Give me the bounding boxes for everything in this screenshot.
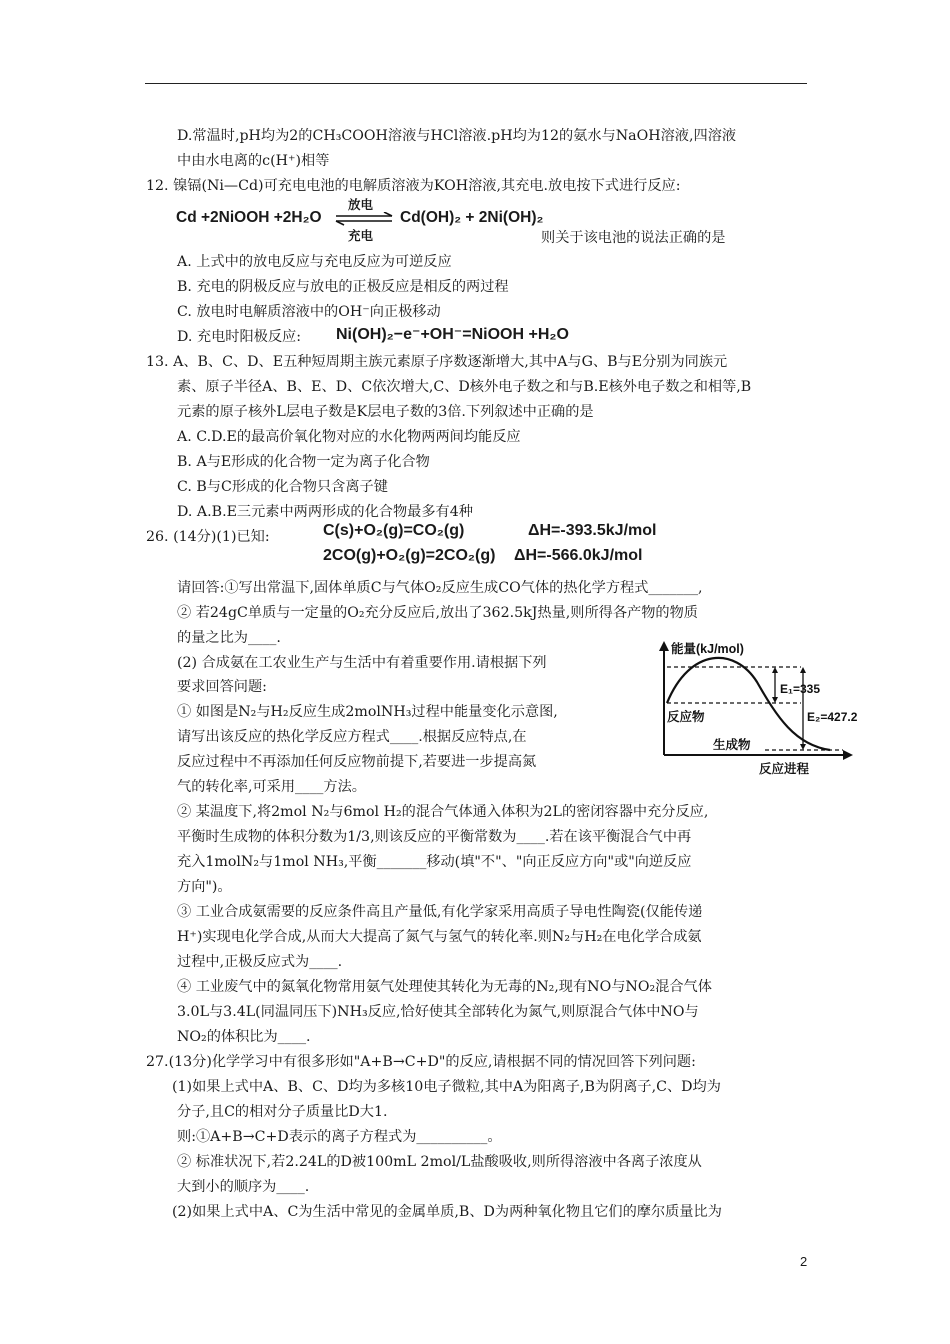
text-line: 过程中,正极反应式为____. (177, 954, 343, 970)
text-line: ② 某温度下,将2mol N₂与6mol H₂的混合气体通入体积为2L的密闭容器中充分反应, (177, 804, 709, 820)
battery-equation-right: Cd(OH)₂ + 2Ni(OH)₂ (400, 209, 544, 226)
text-line: 素、原子半径A、B、E、D、C依次增大,C、D核外电子数之和与B.E核外电子数之和相等,B (177, 379, 752, 395)
text-line: 分子,且C的相对分子质量比D大1. (177, 1104, 388, 1120)
text-line: ① 如图是N₂与H₂反应生成2molNH₃过程中能量变化示意图, (177, 704, 558, 720)
text-line: B. 充电的阴极反应与放电的正极反应是相反的两过程 (177, 279, 509, 295)
text-line: C. B与C形成的化合物只含离子键 (177, 479, 388, 495)
text-line: 反应过程中不再添加任何反应物前提下,若要进一步提高氮 (177, 754, 537, 770)
text-line: ④ 工业废气中的氮氧化物常用氨气处理使其转化为无毒的N₂,现有NO与NO₂混合气体 (177, 979, 712, 995)
text-line: D. A.B.E三元素中两两形成的化合物最多有4种 (177, 504, 473, 520)
text-line: 26. (14分)(1)已知: (146, 529, 270, 545)
text-line: ② 标准状况下,若2.24L的D被100mL 2mol/L盐酸吸收,则所得溶液中各离子浓度从 (177, 1154, 702, 1170)
text-line: 中由水电离的c(H⁺)相等 (177, 153, 330, 169)
e2-arrow-down-icon (800, 744, 806, 750)
thermo-equation-1: C(s)+O₂(g)=CO₂(g) (323, 522, 465, 539)
text-line: 则:①A+B→C+D表示的离子方程式为__________。 (177, 1129, 502, 1145)
text-line: 方向")。 (177, 879, 232, 895)
text-line: A. C.D.E的最高价氧化物对应的水化物两两间均能反应 (177, 429, 521, 445)
text-line: NO₂的体积比为____. (177, 1029, 311, 1045)
thermo-equation-2: 2CO(g)+O₂(g)=2CO₂(g) (323, 547, 496, 564)
text-line: D.常温时,pH均为2的CH₃COOH溶液与HCl溶液.pH均为12的氨水与NaOH溶液,四溶液 (177, 128, 737, 144)
text-line: 充入1molN₂与1mol NH₃,平衡_______移动(填"不"、"向正反应方向"或"向逆反应 (177, 854, 692, 870)
text-line: (2)如果上式中A、C为生活中常见的金属单质,B、D为两种氧化物且它们的摩尔质量比为 (172, 1204, 722, 1220)
x-axis-arrow-icon (843, 750, 853, 760)
text-line: 3.0L与3.4L(同温同压下)NH₃反应,恰好使其全部转化为氮气,则原混合气体中NO与 (177, 1004, 699, 1020)
text-line: (2) 合成氨在工农业生产与生活中有着重要作用.请根据下列 (177, 655, 547, 671)
page-number: 2 (800, 1254, 808, 1269)
text-line: 要求回答问题: (177, 679, 267, 695)
x-axis-label: 反应进程 (759, 762, 810, 776)
e2-arrow-up-icon (800, 667, 806, 673)
text-line: D. 充电时阳极反应: (177, 329, 301, 345)
text-line: 请写出该反应的热化学反应方程式____.根据反应特点,在 (177, 729, 527, 745)
text-line: 气的转化率,可采用____方法。 (177, 779, 366, 795)
y-axis-label: 能量(kJ/mol) (671, 642, 744, 656)
text-line: 13. A、B、C、D、E五种短周期主族元素原子序数逐渐增大,其中A与G、B与E分别为同族元 (146, 354, 728, 370)
text-line: 请回答:①写出常温下,固体单质C与气体O₂反应生成CO气体的热化学方程式_______, (177, 580, 703, 596)
e2-label: E₂=427.2 (807, 710, 858, 724)
energy-diagram (655, 637, 867, 779)
header-rule (145, 83, 807, 84)
e1-arrow-down-icon (772, 697, 778, 703)
anode-reaction-equation: Ni(OH)₂−e⁻+OH⁻=NiOOH +H₂O (336, 326, 569, 343)
text-line: 27.(13分)化学学习中有很多形如"A+B→C+D"的反应,请根据不同的情况回答下列问题: (146, 1054, 696, 1070)
product-label: 生成物 (713, 738, 751, 752)
text-line: 平衡时生成物的体积分数为1/3,则该反应的平衡常数为____.若在该平衡混合气中再 (177, 829, 692, 845)
text-line: C. 放电时电解质溶液中的OH⁻向正极移动 (177, 304, 441, 320)
text-line: ② 若24gC单质与一定量的O₂充分反应后,放出了362.5kJ热量,则所得各产物的物质 (177, 605, 698, 621)
e1-arrow-up-icon (772, 667, 778, 673)
thermo-equation-1-enthalpy: ΔH=-393.5kJ/mol (528, 522, 657, 539)
text-line: ③ 工业合成氨需要的反应条件高且产量低,有化学家采用高质子导电性陶瓷(仅能传递 (177, 904, 703, 920)
charge-label: 充电 (348, 229, 374, 243)
text-line: B. A与E形成的化合物一定为离子化合物 (177, 454, 430, 470)
text-line: 的量之比为____. (177, 630, 281, 646)
text-line: 12. 镍镉(Ni—Cd)可充电电池的电解质溶液为KOH溶液,其充电.放电按下式进行反应: (146, 178, 681, 194)
e1-label: E₁=335 (780, 682, 820, 696)
reversible-arrow-icon (334, 212, 396, 226)
reactant-label: 反应物 (667, 710, 705, 724)
discharge-label: 放电 (348, 198, 374, 212)
text-line: (1)如果上式中A、B、C、D均为多核10电子微粒,其中A为阳离子,B为阴离子,C、D均为 (172, 1079, 721, 1095)
text-line: 大到小的顺序为____. (177, 1179, 310, 1195)
text-line: 元素的原子核外L层电子数是K层电子数的3倍.下列叙述中正确的是 (177, 404, 594, 420)
energy-curve (667, 658, 830, 750)
y-axis-arrow-icon (659, 641, 669, 651)
battery-equation-left: Cd +2NiOOH +2H₂O (176, 209, 322, 226)
thermo-equation-2-enthalpy: ΔH=-566.0kJ/mol (514, 547, 643, 564)
text-line: H⁺)实现电化学合成,从而大大提高了氮气与氢气的转化率.则N₂与H₂在电化学合成氨 (177, 929, 702, 945)
text-line: A. 上式中的放电反应与充电反应为可逆反应 (177, 254, 452, 270)
text-line: 则关于该电池的说法正确的是 (541, 230, 726, 246)
